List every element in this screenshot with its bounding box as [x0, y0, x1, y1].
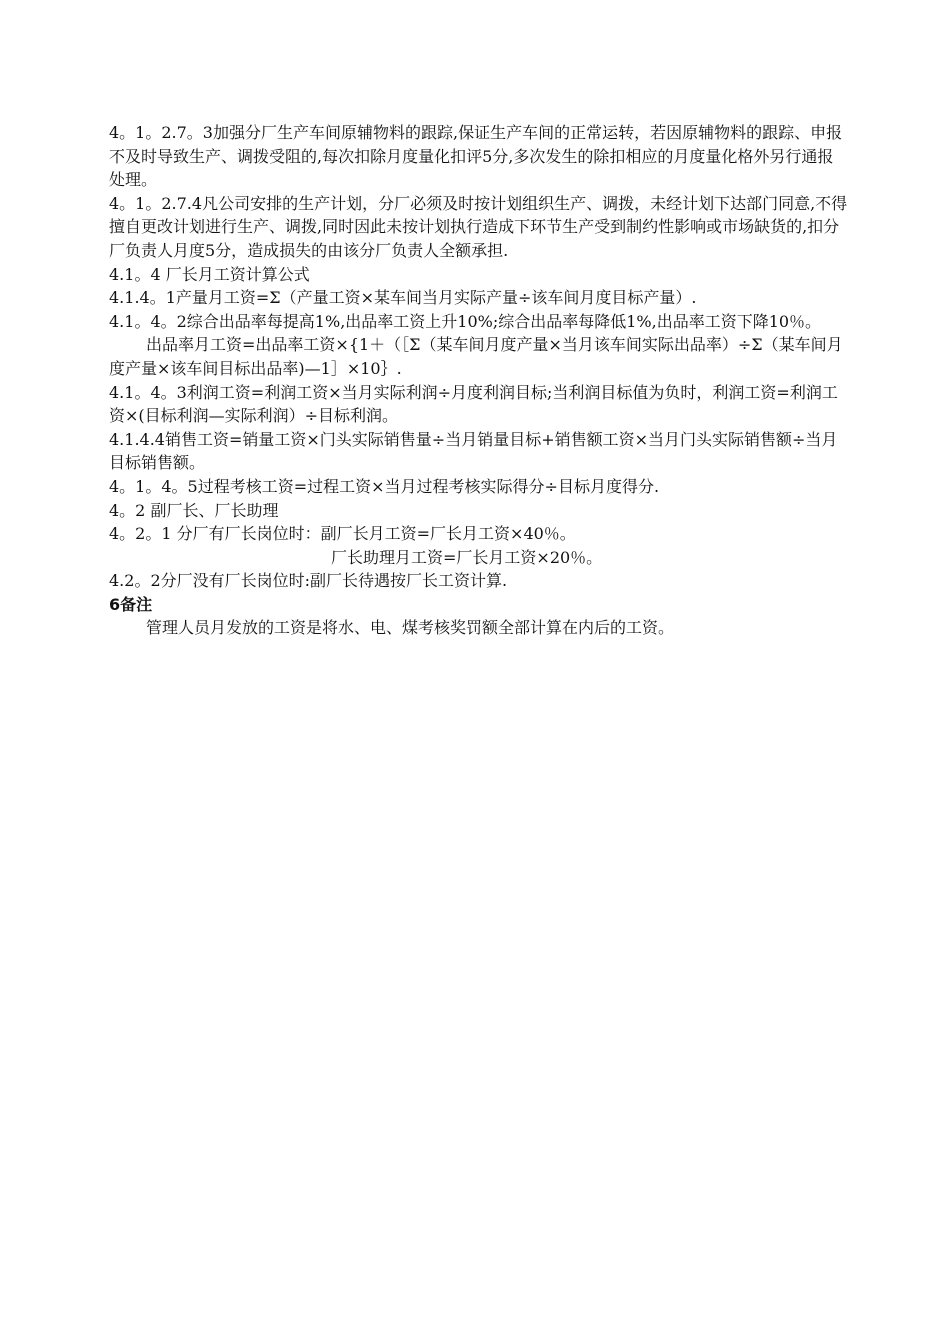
clause-4-1-2-7-3: 4。1。2.7。3加强分厂生产车间原辅物料的跟踪,保证生产车间的正常运转，若因原辅物料的跟踪、申报不及时导致生产、调拨受阻的,每次扣除月度量化扣评5分,多次发生的除扣相应的月度量化格外另行通报处理。: [109, 123, 843, 190]
section-4-2-title: 4。2 副厂长、厂长助理: [109, 500, 279, 520]
remarks-text: 管理人员月发放的工资是将水、电、煤考核奖罚额全部计算在内后的工资。: [146, 618, 675, 638]
clause-4-1-2-7-4: 4。1。2.7.4凡公司安排的生产计划，分厂必须及时按计划组织生产、调拨，未经计划下达部门同意,不得擅自更改计划进行生产、调拨,同时因此未按计划执行造成下环节生产受到制约性影响或市场缺货的,扣分厂负责人月度5分，造成损失的由该分厂负责人全额承担.: [109, 193, 848, 260]
clause-4-1-4-1: 4.1.4。1产量月工资=Σ（产量工资×某车间当月实际产量÷该车间月度目标产量）.: [109, 288, 697, 308]
document-body: [109, 121, 849, 640]
section-4-1-4-title: 4.1。4 厂长月工资计算公式: [109, 264, 310, 284]
clause-4-2-1: 4。2。1 分厂有厂长岗位时：副厂长月工资=厂长月工资×40％。: [109, 524, 576, 544]
yield-salary-formula: 出品率月工资=出品率工资×{1＋（［Σ（某车间月度产量×当月该车间实际出品率）÷Σ（某车间月度产量×该车间目标出品率)—1］×10｝.: [109, 335, 843, 378]
clause-4-2-2: 4.2。2分厂没有厂长岗位时:副厂长待遇按厂长工资计算.: [109, 571, 508, 591]
clause-4-1-4-4: 4.1.4.4销售工资=销量工资×门头实际销售量÷当月销量目标+销售额工资×当月门头实际销售额÷当月目标销售额。: [109, 429, 838, 473]
clause-4-1-4-3: 4.1。4。3利润工资=利润工资×当月实际利润÷月度利润目标;当利润目标值为负时，利润工资=利润工资×(目标利润—实际利润）÷目标利润。: [109, 382, 838, 426]
section-6-title: 6备注: [109, 594, 153, 614]
clause-4-1-4-5: 4。1。4。5过程考核工资=过程工资×当月过程考核实际得分÷目标月度得分.: [109, 476, 660, 496]
clause-4-1-4-2: 4.1。4。2综合出品率每提高1%,出品率工资上升10%;综合出品率每降低1%,出品率工资下降10％。: [109, 311, 822, 331]
assistant-salary-formula: 厂长助理月工资=厂长月工资×20％。: [331, 547, 603, 567]
